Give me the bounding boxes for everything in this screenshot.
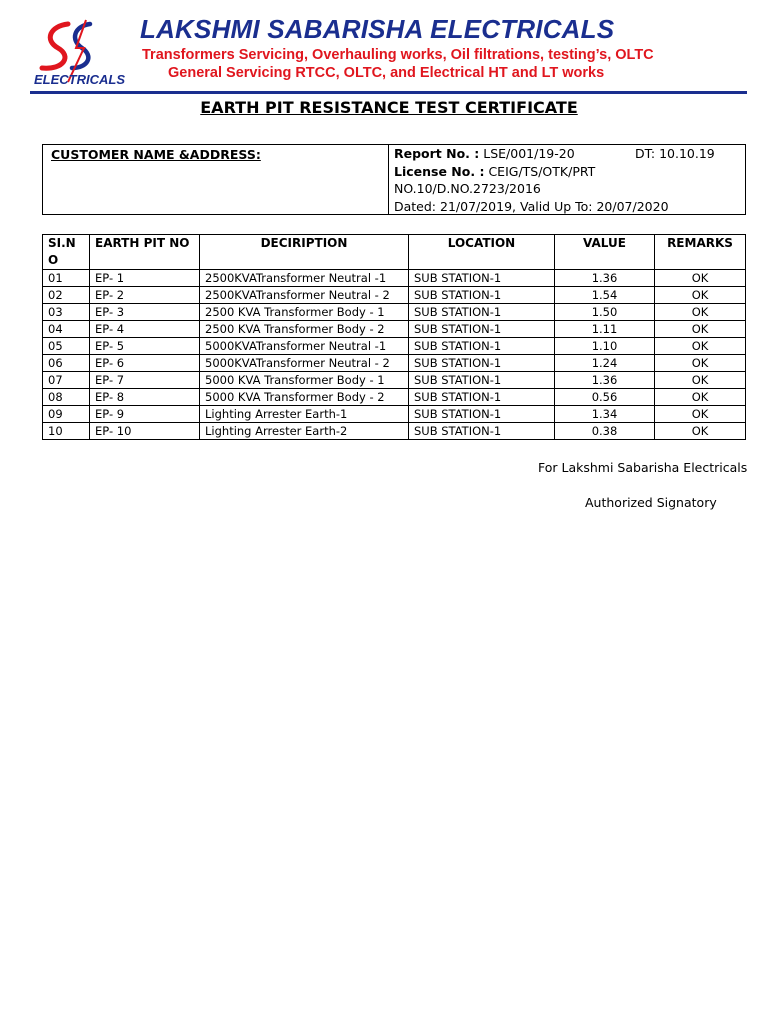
cell-value: 1.36 (555, 270, 655, 287)
cell-location: SUB STATION-1 (409, 321, 555, 338)
cell-value: 1.24 (555, 355, 655, 372)
table-row (43, 304, 746, 321)
cell-remarks: OK (655, 304, 746, 321)
cell-sino: 06 (43, 355, 90, 372)
cell-sino: 10 (43, 423, 90, 440)
table-row (43, 372, 746, 389)
cell-remarks: OK (655, 372, 746, 389)
table-row (43, 321, 746, 338)
cell-sino: 01 (43, 270, 90, 287)
cell-sino: 07 (43, 372, 90, 389)
col-header-remarks: REMARKS (655, 235, 746, 270)
logo-text: ELECTRICALS (34, 72, 125, 87)
license-line2: NO.10/D.NO.2723/2016 (394, 181, 541, 196)
cell-description: 5000 KVA Transformer Body - 2 (200, 389, 409, 406)
table-row (43, 389, 746, 406)
table-row (43, 406, 746, 423)
cell-remarks: OK (655, 287, 746, 304)
cell-earth-pit: EP- 10 (90, 423, 200, 440)
cell-value: 0.38 (555, 423, 655, 440)
cell-location: SUB STATION-1 (409, 338, 555, 355)
cell-value: 1.50 (555, 304, 655, 321)
cell-value: 1.54 (555, 287, 655, 304)
report-number-row (394, 145, 744, 163)
company-tagline-line2: General Servicing RTCC, OLTC, and Electrical HT and LT works (168, 65, 605, 81)
col-header-value: VALUE (555, 235, 655, 270)
license-label: License No. : (394, 163, 485, 179)
col-header-location: LOCATION (409, 235, 555, 270)
results-table (42, 234, 746, 440)
cell-sino: 05 (43, 338, 90, 355)
company-name: LAKSHMI SABARISHA ELECTRICALS (140, 14, 615, 44)
cell-description: 2500KVATransformer Neutral - 2 (200, 287, 409, 304)
customer-info-box (42, 144, 746, 215)
col-header-sino: SI.NO (43, 235, 90, 270)
cell-description: 2500 KVA Transformer Body - 2 (200, 321, 409, 338)
cell-earth-pit: EP- 5 (90, 338, 200, 355)
report-date: DT: 10.10.19 (635, 146, 715, 161)
cell-earth-pit: EP- 7 (90, 372, 200, 389)
cell-earth-pit: EP- 9 (90, 406, 200, 423)
cell-sino: 02 (43, 287, 90, 304)
cell-location: SUB STATION-1 (409, 355, 555, 372)
license-row (394, 163, 744, 181)
validity-line: Dated: 21/07/2019, Valid Up To: 20/07/2020 (394, 198, 669, 214)
cell-description: 2500KVATransformer Neutral -1 (200, 270, 409, 287)
license-value: CEIG/TS/OTK/PRT (484, 163, 596, 179)
cell-earth-pit: EP- 3 (90, 304, 200, 321)
cell-remarks: OK (655, 270, 746, 287)
table-row (43, 338, 746, 355)
cell-location: SUB STATION-1 (409, 270, 555, 287)
cell-description: 5000KVATransformer Neutral -1 (200, 338, 409, 355)
header-divider (30, 91, 747, 94)
table-row (43, 287, 746, 304)
cell-remarks: OK (655, 338, 746, 355)
customer-section (43, 145, 389, 214)
cell-earth-pit: EP- 6 (90, 355, 200, 372)
authorized-signatory: Authorized Signatory (585, 495, 717, 510)
table-row (43, 270, 746, 287)
report-value: LSE/001/19-20 (479, 146, 575, 161)
cell-remarks: OK (655, 406, 746, 423)
table-header-row (43, 235, 746, 270)
certificate-title: EARTH PIT RESISTANCE TEST CERTIFICATE (200, 98, 578, 117)
cell-location: SUB STATION-1 (409, 372, 555, 389)
cell-description: 2500 KVA Transformer Body - 1 (200, 304, 409, 321)
cell-description: Lighting Arrester Earth-1 (200, 406, 409, 423)
customer-label: CUSTOMER NAME &ADDRESS: (51, 147, 261, 162)
cell-sino: 03 (43, 304, 90, 321)
table-row (43, 423, 746, 440)
cell-earth-pit: EP- 4 (90, 321, 200, 338)
company-tagline-line1: Transformers Servicing, Overhauling works, Oil filtrations, testing’s, OLTC (142, 47, 654, 63)
report-label: Report No. : (394, 146, 480, 161)
cell-location: SUB STATION-1 (409, 304, 555, 321)
cell-remarks: OK (655, 355, 746, 372)
cell-value: 1.10 (555, 338, 655, 355)
cell-earth-pit: EP- 1 (90, 270, 200, 287)
cell-location: SUB STATION-1 (409, 423, 555, 440)
company-logo (28, 18, 128, 92)
table-row (43, 355, 746, 372)
cell-value: 1.11 (555, 321, 655, 338)
cell-remarks: OK (655, 423, 746, 440)
cell-remarks: OK (655, 321, 746, 338)
cell-value: 1.36 (555, 372, 655, 389)
cell-description: 5000 KVA Transformer Body - 1 (200, 372, 409, 389)
cell-description: 5000KVATransformer Neutral - 2 (200, 355, 409, 372)
cell-sino: 04 (43, 321, 90, 338)
cell-earth-pit: EP- 8 (90, 389, 200, 406)
cell-value: 1.34 (555, 406, 655, 423)
cell-value: 0.56 (555, 389, 655, 406)
cell-sino: 09 (43, 406, 90, 423)
col-header-description: DECIRIPTION (200, 235, 409, 270)
cell-sino: 08 (43, 389, 90, 406)
cell-earth-pit: EP- 2 (90, 287, 200, 304)
for-company-line: For Lakshmi Sabarisha Electricals (538, 460, 748, 475)
cell-location: SUB STATION-1 (409, 287, 555, 304)
cell-description: Lighting Arrester Earth-2 (200, 423, 409, 440)
cell-location: SUB STATION-1 (409, 406, 555, 423)
cell-location: SUB STATION-1 (409, 389, 555, 406)
col-header-earth-pit: EARTH PIT NO (90, 235, 200, 270)
cell-remarks: OK (655, 389, 746, 406)
report-section (394, 145, 744, 214)
